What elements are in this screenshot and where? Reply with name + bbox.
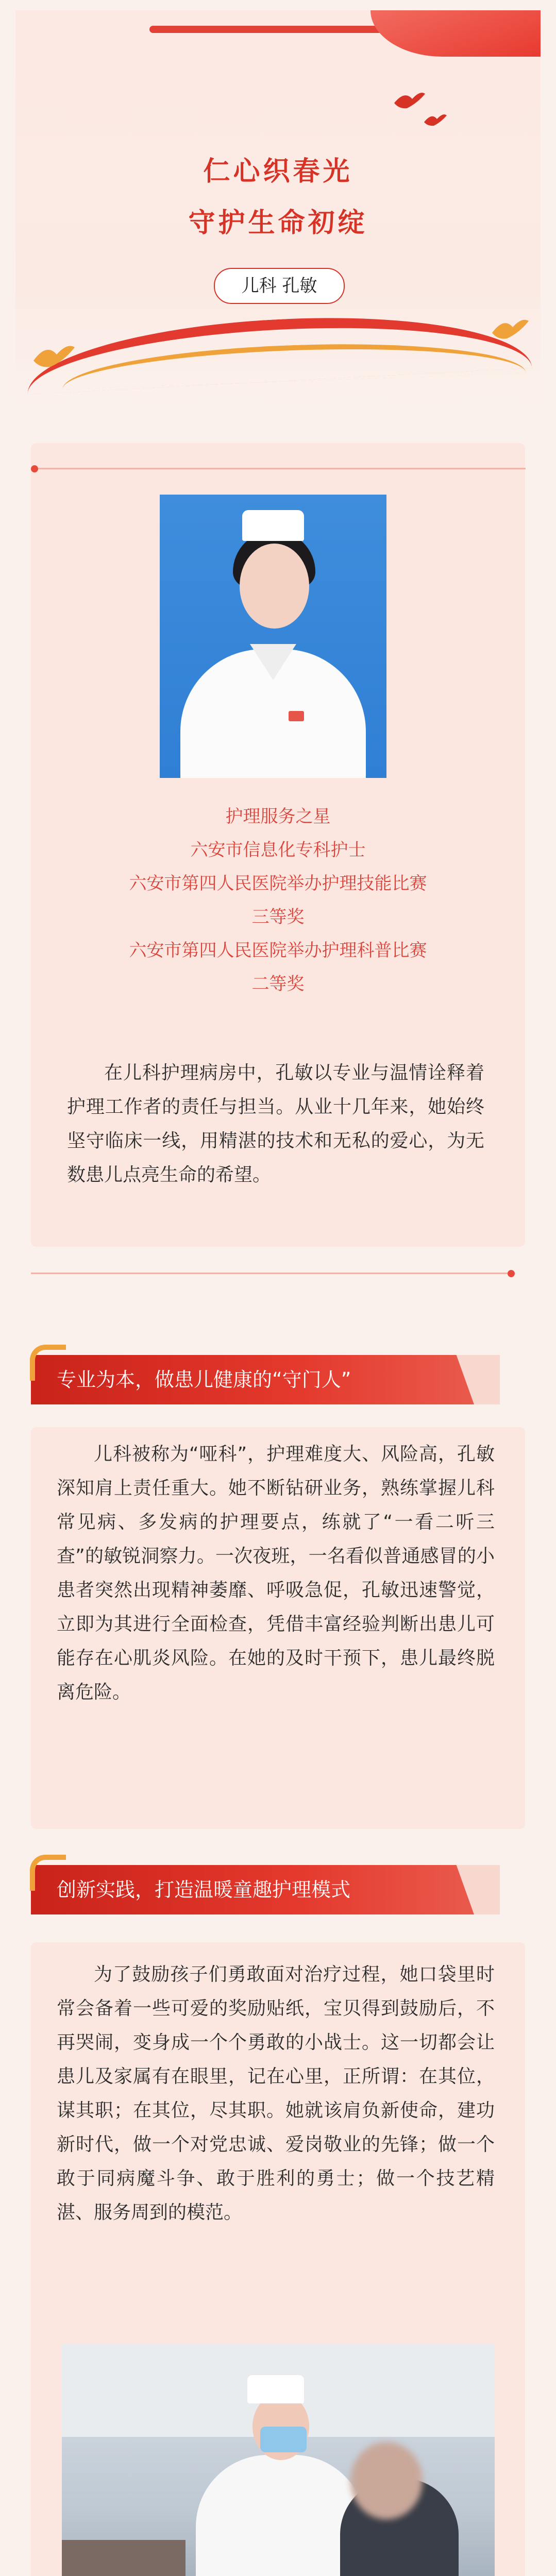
- nurse-portrait-image: [160, 495, 386, 778]
- decor-dot: [31, 465, 38, 472]
- intro-paragraph: 在儿科护理病房中，孔敏以专业与温情诠释着护理工作者的责任与担当。从业十几年来，她始终坚守临床一线，用精湛的技术和无私的爱心，为无数患儿点亮生命的希望。: [67, 1062, 484, 1185]
- honor-line: 三等奖: [251, 907, 305, 927]
- section-1-heading: [31, 1355, 500, 1404]
- header-banner: [15, 10, 541, 402]
- dove-icon: [423, 111, 448, 129]
- divider: [38, 468, 526, 469]
- honor-line: 二等奖: [251, 974, 305, 994]
- dove-icon: [31, 340, 77, 371]
- honor-line: 护理服务之星: [225, 806, 331, 827]
- section-2-heading: [31, 1865, 500, 1914]
- section-2-heading-text: 创新实践，打造温暖童趣护理模式: [57, 1878, 351, 1901]
- dove-icon: [490, 314, 531, 343]
- decor-dot: [508, 1270, 515, 1277]
- nurse-caring-child-image: [62, 2344, 495, 2576]
- headline-line-2: 守护生命初绽: [188, 208, 368, 239]
- divider: [31, 1273, 510, 1274]
- honor-line: 六安市信息化专科护士: [190, 840, 366, 860]
- honor-line: 六安市第四人民医院举办护理科普比赛: [129, 940, 427, 961]
- byline-badge: 儿科 孔敏: [214, 268, 345, 304]
- decor-corner: [370, 10, 541, 57]
- honor-line: 六安市第四人民医院举办护理技能比赛: [129, 873, 427, 894]
- section-1-paragraph: 儿科被称为“哑科”，护理难度大、风险高，孔敏深知肩上责任重大。她不断钻研业务，熟练掌握儿科常见病、多发病的护理要点，练就了“一看二听三查”的敏锐洞察力。一次夜班，一名看似普通感冒的小患者突然出现精神萎靡、呼吸急促，孔敏迅速警觉，立即为其进行全面检查，凭借丰富经验判断出患儿可能存在心肌炎风险。在她的及时干预下，患儿最终脱离危险。: [57, 1444, 495, 1703]
- section-2-paragraph-1: 为了鼓励孩子们勇敢面对治疗过程，她口袋里时常会备着一些可爱的奖励贴纸，宝贝得到鼓励后，不再哭闹，变身成一个个勇敢的小战士。这一切都会让患儿及家属有在眼里，记在心里，正所谓：在其位，谋其职；在其位，尽其职。她就该肩负新使命，建功新时代，做一个对党忠诚、爱岗敬业的先锋；做一个敢于同病魔斗争、敢于胜利的勇士；做一个技艺精湛、服务周到的模范。: [57, 1964, 495, 2223]
- dove-icon: [392, 88, 428, 113]
- section-1-heading-text: 专业为本，做患儿健康的“守门人”: [57, 1368, 351, 1391]
- headline-line-1: 仁心织春光: [203, 156, 353, 187]
